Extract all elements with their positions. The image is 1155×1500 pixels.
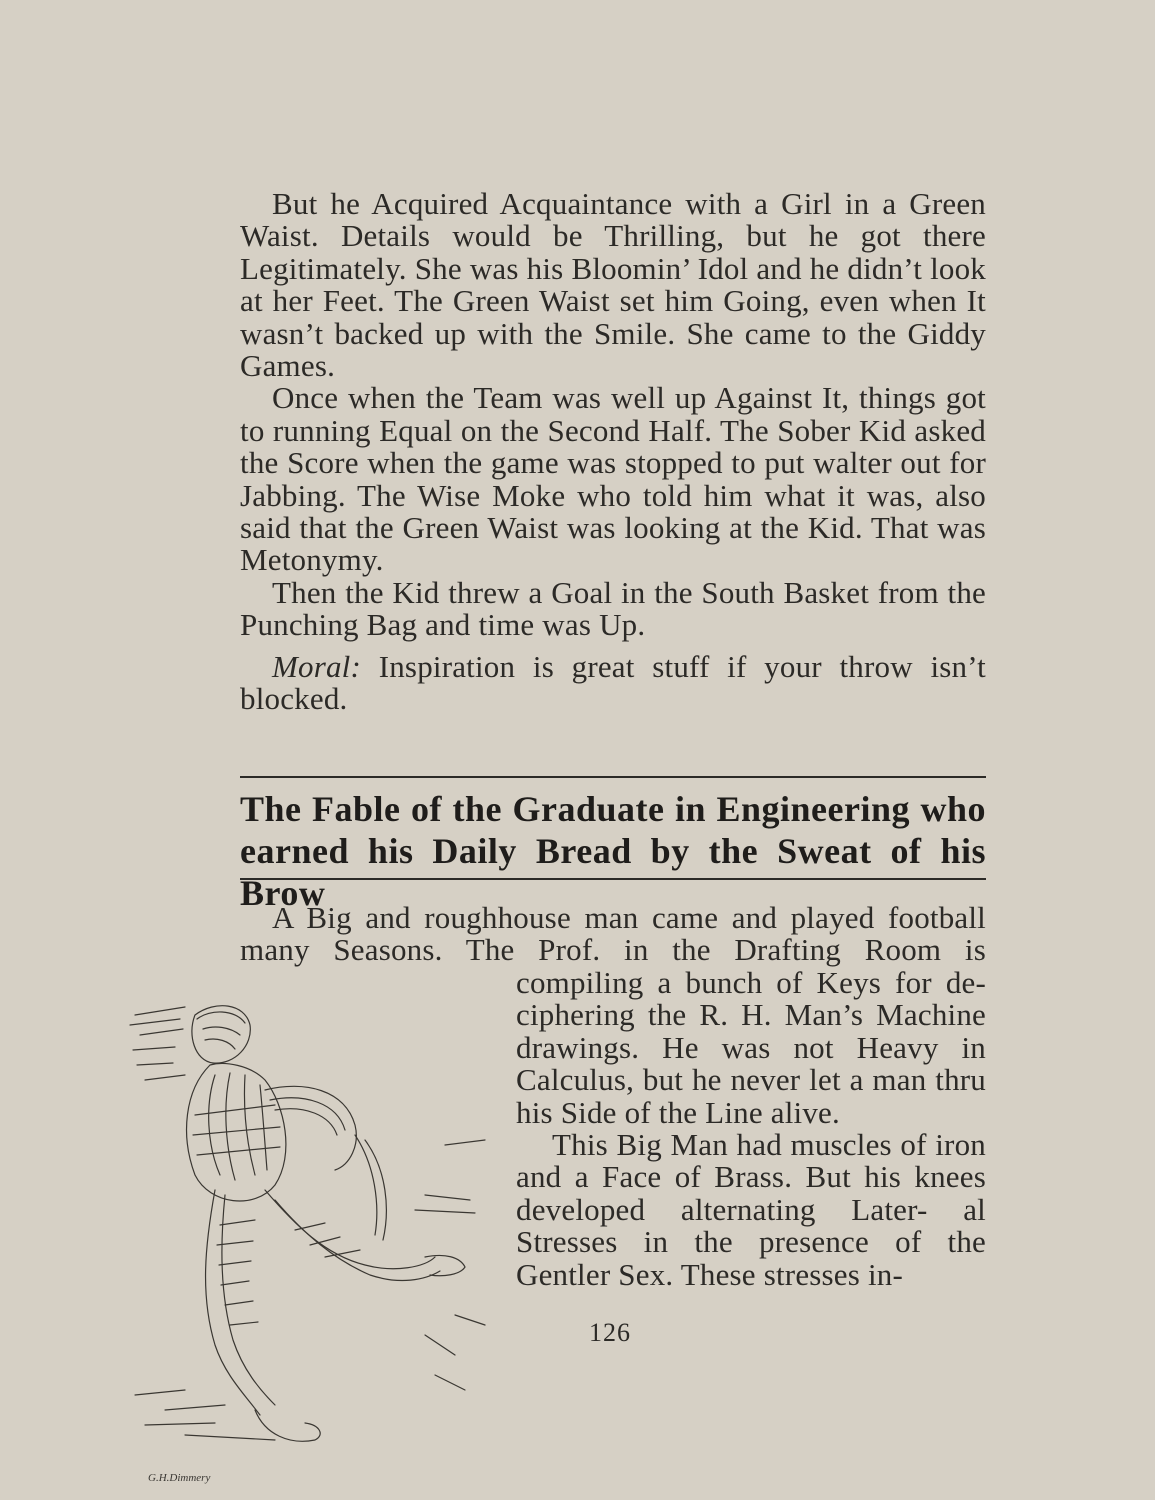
fable-title — [240, 788, 986, 914]
football-player-sketch-icon — [125, 995, 505, 1460]
fable-wrapped-text — [516, 967, 986, 1291]
title-rule-bottom — [240, 878, 986, 880]
artist-signature: G.H.Dimmery — [148, 1472, 211, 1484]
fable-title-line-2: earned his Daily Bread by the Sweat of his Brow — [240, 831, 986, 913]
fable-intro-text: A Big and roughhouse man came and played football many Seasons. The Prof. in the Drafting Room is — [240, 900, 986, 968]
story-continuation — [240, 188, 986, 716]
paragraph-kid-goal: Then the Kid threw a Goal in the South Basket from the Punching Bag and time was Up. — [240, 574, 986, 643]
moral-label: Moral: — [272, 648, 362, 684]
title-rule-top — [240, 776, 986, 778]
fable-intro — [240, 902, 986, 967]
page-number: 126 — [589, 1318, 631, 1347]
moral-paragraph — [240, 648, 986, 717]
fable-paragraph-keys: compiling a bunch of Keys for de- ciphering the R. H. Man’s Machine drawings. He was not Heavy in Calculus, but he never let a man thru his Side of the Line alive. — [516, 965, 986, 1130]
paragraph-green-waist: But he Acquired Acquaintance with a Girl in a Green Waist. Details would be Thrilling, but he got there Legitimately. She was his Bloomin’ Idol and he didn’t look at her Feet. The Green Waist set him Going, even when It wasn’t backed up with the Smile. She came to the Giddy Games. — [240, 186, 986, 384]
moral-text: Inspiration is great stuff if your throw isn’t blocked. — [240, 648, 986, 717]
fable-title-line-1: The Fable of the Graduate in Engineering who — [240, 789, 986, 829]
paragraph-team-against-it: Once when the Team was well up Against It, things got to running Equal on the Second Half. The Sober Kid asked the Score when the game was stopped to put walter out for Jabbing. The Wise Moke who told him what it was, also said that the Green Waist was looking at the Kid. That was Metonymy. — [240, 380, 986, 578]
fable-paragraph-big-man: This Big Man had muscles of iron and a Face of Brass. But his knees developed alternating Later- al Stresses in the presence of the Gentler Sex. These stresses in- — [516, 1127, 986, 1292]
